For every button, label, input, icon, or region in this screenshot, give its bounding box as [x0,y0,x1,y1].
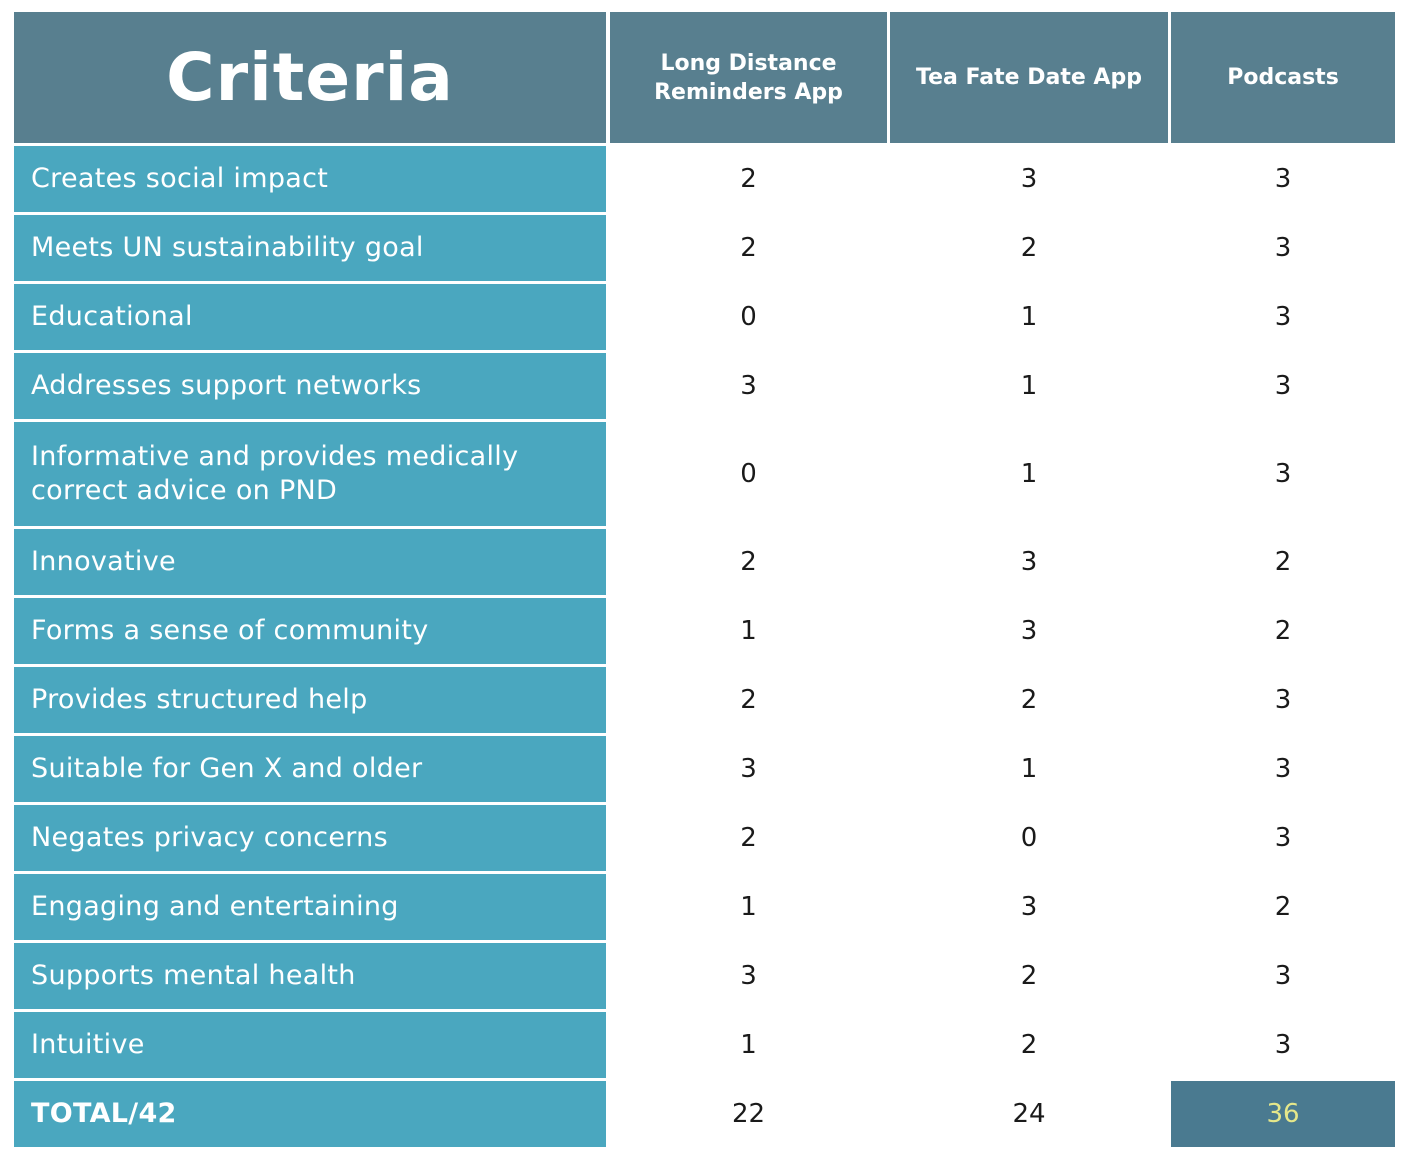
header-criteria [14,12,606,143]
score-cell [1171,874,1395,940]
criterion-label-text: Creates social impact [31,163,329,194]
score-cell-text: 3 [1020,547,1038,577]
score-cell-text: 3 [1020,164,1038,194]
criterion-label [14,943,606,1009]
criterion-label [14,805,606,871]
total-score [890,1081,1168,1147]
score-cell [890,215,1168,281]
score-cell [890,598,1168,664]
criterion-label-text: Negates privacy concerns [31,822,388,853]
score-cell-text: 2 [740,823,757,853]
score-cell [610,943,887,1009]
score-cell-text: 3 [1274,1030,1292,1060]
criterion-label [14,529,606,595]
criterion-label-text: Meets UN sustainability goal [31,232,424,263]
score-cell [890,736,1168,802]
score-cell [610,874,887,940]
score-cell-text: 3 [1274,371,1292,401]
criterion-label-text: Supports mental health [31,960,356,991]
score-cell-text: 3 [1274,233,1292,263]
score-cell-text: 1 [1020,459,1038,489]
score-cell [610,667,887,733]
score-cell-text: 3 [1020,616,1038,646]
score-cell-text: 3 [1274,961,1292,991]
total-score [610,1081,887,1147]
score-cell-text: 2 [1020,233,1038,263]
score-cell-text: 1 [740,892,757,922]
score-cell [1171,667,1395,733]
score-cell-text: 2 [1274,616,1292,646]
score-cell [610,215,887,281]
column-header-3 [1171,12,1395,143]
total-score-highlight [1171,1081,1395,1147]
score-cell-text: 3 [1274,754,1292,784]
score-cell [890,943,1168,1009]
score-cell-text: 2 [1274,547,1292,577]
score-cell-text: 2 [740,685,757,715]
total-score-text: 22 [731,1099,766,1129]
criterion-label-text: Provides structured help [31,684,368,715]
total-score-text: 24 [1012,1099,1046,1129]
score-cell [610,598,887,664]
score-cell-text: 3 [1274,459,1292,489]
column-header-2-text: Tea Fate Date App [916,65,1142,90]
score-cell [890,667,1168,733]
score-cell-text: 2 [740,233,757,263]
score-cell [890,146,1168,212]
total-score-highlight-text: 36 [1266,1099,1300,1129]
score-cell-text: 0 [1020,823,1038,853]
score-cell-text: 0 [740,302,757,332]
criterion-label-text: Informative and provides medically correct advice on PND [31,441,519,506]
score-cell-text: 1 [1020,371,1038,401]
score-cell-text: 1 [740,616,757,646]
criterion-label [14,1012,606,1078]
criterion-label-text: Innovative [31,546,176,577]
criterion-label [14,284,606,350]
column-header-3-text: Podcasts [1227,65,1339,90]
comparison-table [14,12,1395,1149]
score-cell [1171,284,1395,350]
score-cell [890,422,1168,526]
score-cell-text: 2 [740,547,757,577]
score-cell [890,529,1168,595]
score-cell-text: 2 [1020,961,1038,991]
score-cell [890,1012,1168,1078]
column-header-1 [610,12,887,143]
criterion-label [14,874,606,940]
score-cell-text: 1 [740,1030,757,1060]
score-cell [890,353,1168,419]
score-cell [1171,736,1395,802]
score-cell [1171,215,1395,281]
score-cell-text: 0 [740,459,757,489]
criterion-label-text: Addresses support networks [31,370,422,401]
score-cell [610,422,887,526]
score-cell [1171,146,1395,212]
score-cell-text: 3 [1274,302,1292,332]
criterion-label-text: Suitable for Gen X and older [31,753,423,784]
score-cell [610,529,887,595]
score-cell [1171,943,1395,1009]
criterion-label [14,215,606,281]
score-cell [890,805,1168,871]
score-cell [610,805,887,871]
score-cell-text: 2 [1020,1030,1038,1060]
score-cell [1171,353,1395,419]
column-header-2 [890,12,1168,143]
criterion-label-text: Intuitive [31,1029,145,1060]
score-cell [1171,805,1395,871]
score-cell-text: 2 [740,164,757,194]
score-cell [610,284,887,350]
score-cell-text: 3 [1274,685,1292,715]
score-cell [610,1012,887,1078]
score-cell-text: 3 [740,371,757,401]
score-cell [890,874,1168,940]
score-cell-text: 2 [1020,685,1038,715]
score-cell [1171,422,1395,526]
score-cell [1171,529,1395,595]
score-cell-text: 3 [1020,892,1038,922]
score-cell [1171,598,1395,664]
score-cell [610,146,887,212]
score-cell-text: 2 [1274,892,1292,922]
total-label [14,1081,606,1147]
total-label-text: TOTAL/42 [31,1098,177,1129]
column-header-1-text: Long Distance Reminders App [654,50,843,105]
criterion-label [14,146,606,212]
score-cell-text: 1 [1020,754,1038,784]
criterion-label [14,422,606,526]
score-cell [610,353,887,419]
score-cell-text: 3 [740,961,757,991]
score-cell-text: 3 [740,754,757,784]
score-cell [1171,1012,1395,1078]
criterion-label [14,736,606,802]
score-cell-text: 3 [1274,164,1292,194]
criterion-label [14,667,606,733]
criterion-label [14,353,606,419]
score-cell [610,736,887,802]
criterion-label-text: Engaging and entertaining [31,891,399,922]
header-criteria-text: Criteria [166,39,454,116]
criterion-label [14,598,606,664]
score-cell [890,284,1168,350]
score-cell-text: 3 [1274,823,1292,853]
criterion-label-text: Educational [31,301,193,332]
score-cell-text: 1 [1020,302,1038,332]
criterion-label-text: Forms a sense of community [31,615,429,646]
